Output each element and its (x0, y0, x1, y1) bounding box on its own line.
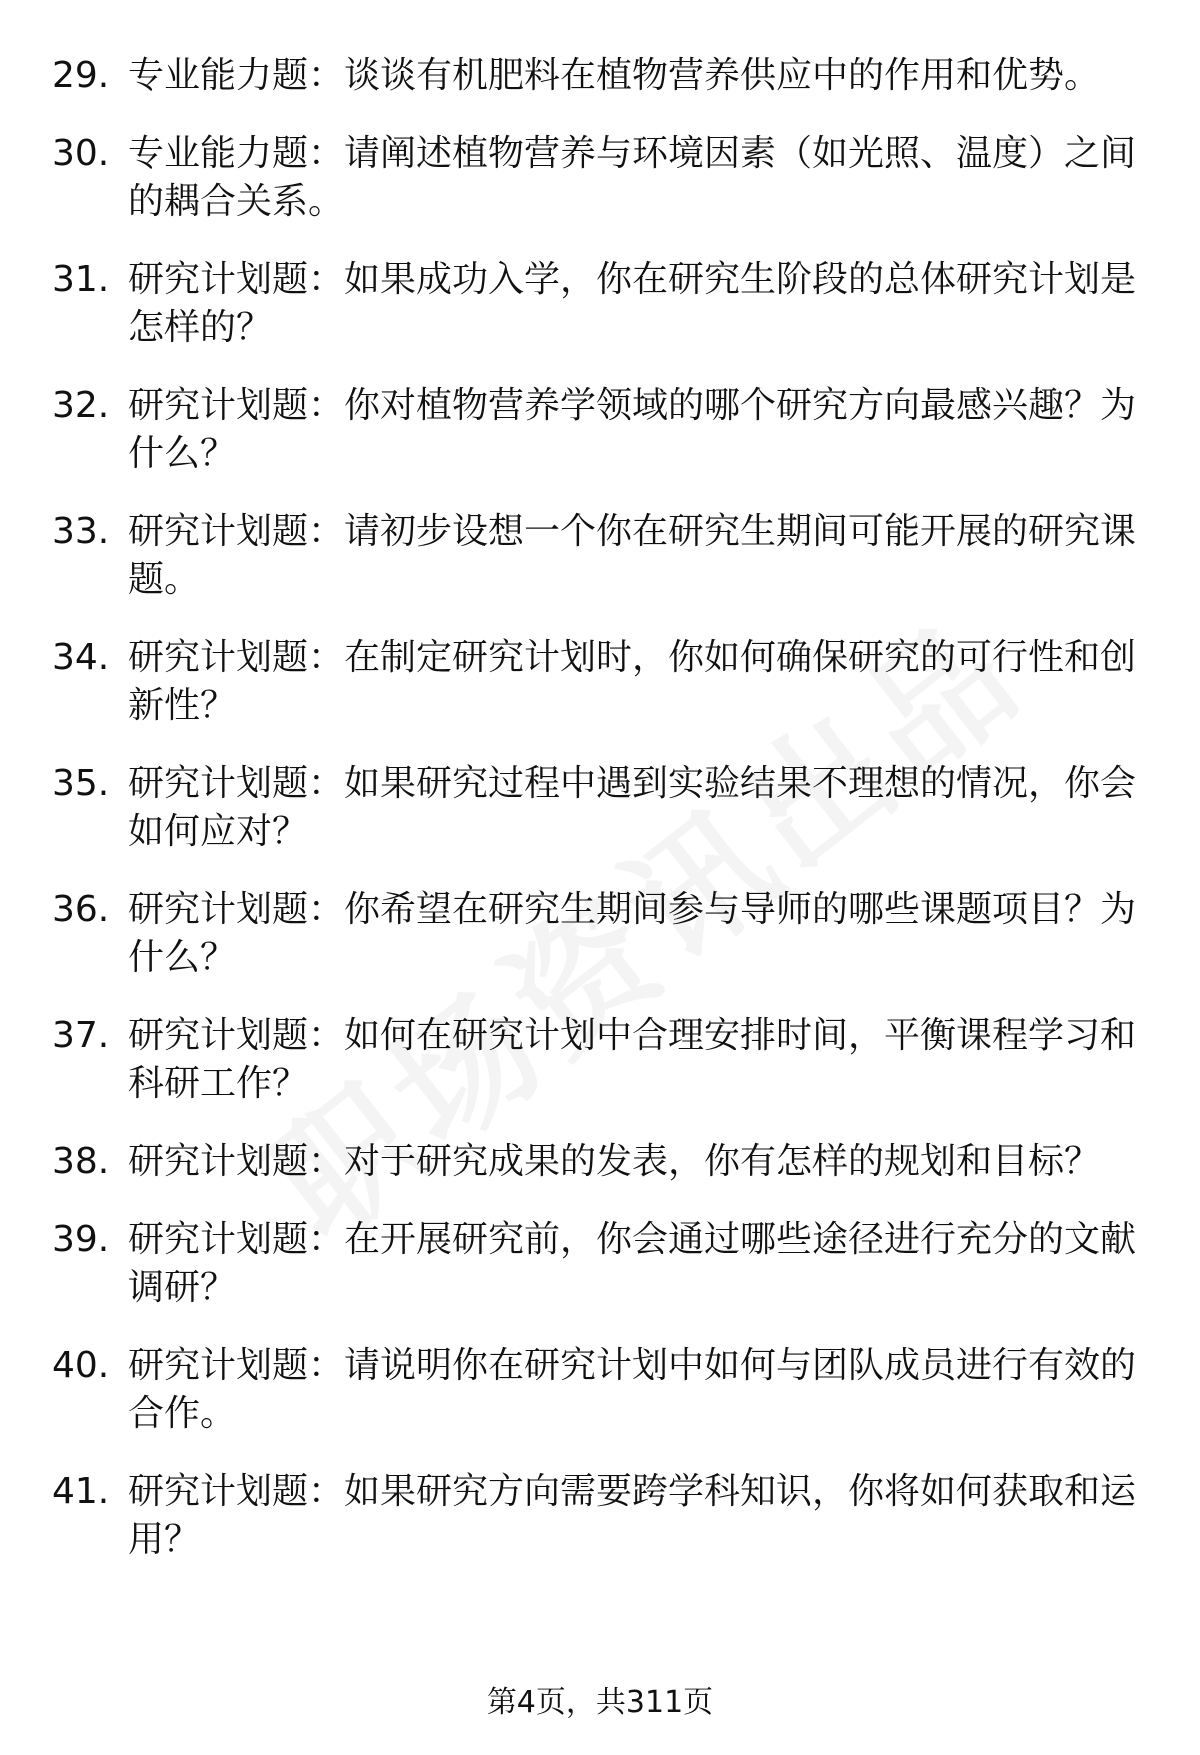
question-text: 研究计划题：如果研究过程中遇到实验结果不理想的情况，你会如何应对？ (128, 763, 1137, 852)
question-text: 研究计划题：对于研究成果的发表，你有怎样的规划和目标？ (128, 1141, 1101, 1182)
question-list (0, 52, 1200, 1594)
question-item (0, 1138, 1200, 1186)
question-text: 研究计划题：如何在研究计划中合理安排时间，平衡课程学习和科研工作？ (128, 1015, 1137, 1104)
question-item (0, 508, 1200, 604)
question-number: 37. (52, 1015, 110, 1056)
question-number: 34. (52, 637, 110, 678)
question-text: 研究计划题：如果研究方向需要跨学科知识，你将如何获取和运用？ (128, 1471, 1137, 1560)
question-number: 35. (52, 763, 110, 804)
question-text: 专业能力题：谈谈有机肥料在植物营养供应中的作用和优势。 (128, 55, 1101, 96)
question-number: 31. (52, 259, 110, 300)
question-text: 研究计划题：请说明你在研究计划中如何与团队成员进行有效的合作。 (128, 1345, 1137, 1434)
question-text: 专业能力题：请阐述植物营养与环境因素（如光照、温度）之间的耦合关系。 (128, 133, 1137, 222)
question-item (0, 1012, 1200, 1108)
question-item (0, 1468, 1200, 1564)
question-number: 36. (52, 889, 110, 930)
question-text: 研究计划题：在开展研究前，你会通过哪些途径进行充分的文献调研？ (128, 1219, 1137, 1308)
page-indicator: 第4页，共311页 (486, 1685, 714, 1720)
question-number: 32. (52, 385, 110, 426)
question-number: 29. (52, 55, 110, 96)
question-item (0, 382, 1200, 478)
question-item (0, 634, 1200, 730)
question-number: 39. (52, 1219, 110, 1260)
question-number: 38. (52, 1141, 110, 1182)
question-number: 40. (52, 1345, 110, 1386)
question-item (0, 886, 1200, 982)
question-number: 41. (52, 1471, 110, 1512)
question-text: 研究计划题：请初步设想一个你在研究生期间可能开展的研究课题。 (128, 511, 1137, 600)
question-number: 33. (52, 511, 110, 552)
question-item (0, 130, 1200, 226)
question-item (0, 256, 1200, 352)
question-item (0, 1216, 1200, 1312)
question-text: 研究计划题：你对植物营养学领域的哪个研究方向最感兴趣？为什么？ (128, 385, 1137, 474)
question-item (0, 760, 1200, 856)
question-text: 研究计划题：在制定研究计划时，你如何确保研究的可行性和创新性？ (128, 637, 1137, 726)
question-item (0, 52, 1200, 100)
question-number: 30. (52, 133, 110, 174)
question-item (0, 1342, 1200, 1438)
question-text: 研究计划题：如果成功入学，你在研究生阶段的总体研究计划是怎样的？ (128, 259, 1137, 348)
question-text: 研究计划题：你希望在研究生期间参与导师的哪些课题项目？为什么？ (128, 889, 1137, 978)
